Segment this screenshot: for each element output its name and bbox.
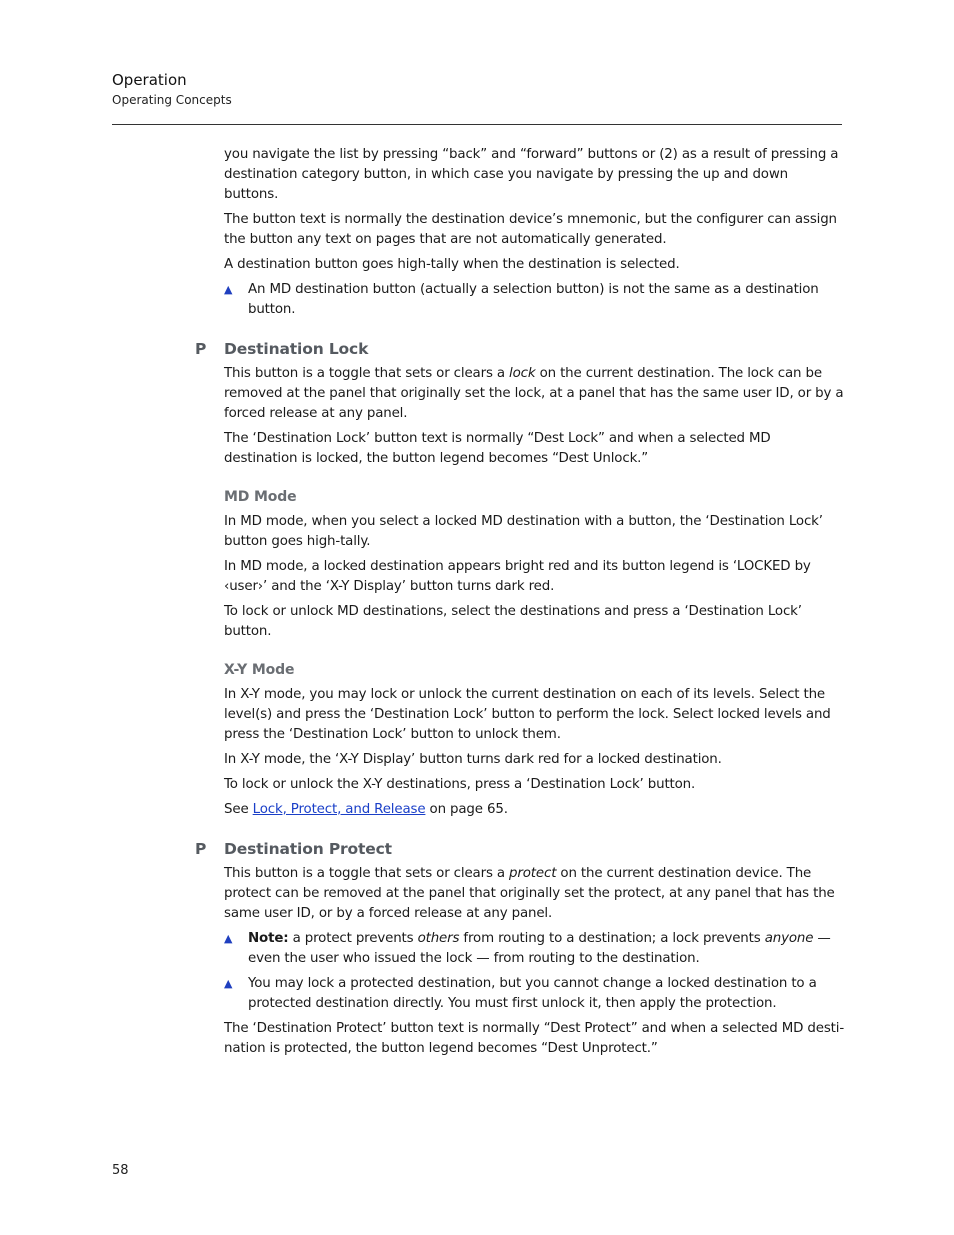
destination-lock-paragraph-2: The ‘Destination Lock’ button text is normally “Dest Lock” and when a selected MD destination is locked, the button legend becomes “Dest Unlock.” [224, 431, 771, 466]
running-header [112, 71, 232, 108]
see-also-paragraph: See Lock, Protect, and Release on page 65. [224, 802, 508, 817]
lock-protect-release-link[interactable]: Lock, Protect, and Release [252, 802, 426, 817]
intro-paragraph-3: A destination button goes high-tally when the destination is selected. [224, 257, 680, 272]
intro-paragraph-1: you navigate the list by pressing “back” and “forward” buttons or (2) as a result of pressing a destination category button, in which case you navigate by pressing the up and down buttons. [224, 147, 839, 202]
xy-mode-paragraph-3: To lock or unlock the X-Y destinations, press a ‘Destination Lock’ button. [224, 777, 696, 792]
note-bullet-text: Note: a protect prevents others from routing to a destination; a lock prevents anyone — even the user who issued the lock — from routing to the destination. [248, 931, 831, 966]
protect-lock-bullet-text: You may lock a protected destination, but you cannot change a locked destination to a protected destination directly. You must first unlock it, then apply the protection. [248, 976, 817, 1011]
xy-mode-paragraph-1: In X-Y mode, you may lock or unlock the current destination on each of its levels. Select the level(s) and press the ‘Destination Lock’ button to perform the lock. Select locked levels and press the ‘Destination Lock’ button to unlock them. [224, 687, 831, 742]
note-bullet [224, 929, 844, 969]
xy-mode-heading: X-Y Mode [224, 662, 295, 678]
section-marker: P [195, 840, 207, 858]
header-chapter-title: Operation [112, 71, 187, 89]
md-mode-paragraph-2: In MD mode, a locked destination appears bright red and its button legend is ‘LOCKED by ‹user›’ and the ‘X-Y Display’ button turns dark red. [224, 559, 811, 594]
protect-lock-bullet [224, 974, 844, 1014]
triangle-bullet-icon: ▲ [224, 283, 233, 296]
triangle-bullet-icon: ▲ [224, 932, 233, 945]
xy-mode-paragraph-2: In X-Y mode, the ‘X-Y Display’ button turns dark red for a locked destination. [224, 752, 722, 767]
header-divider [112, 124, 842, 125]
intro-bullet-text: An MD destination button (actually a selection button) is not the same as a destination button. [248, 282, 819, 317]
page-number: 58 [112, 1163, 129, 1178]
destination-lock-heading [195, 338, 844, 360]
destination-protect-heading-text: Destination Protect [224, 840, 392, 858]
header-section-title: Operating Concepts [112, 93, 232, 107]
destination-lock-paragraph-1: This button is a toggle that sets or clears a lock on the current destination. The lock can be removed at the panel that originally set the lock, at a panel that has the same user ID, or by a forced release at any panel. [224, 366, 844, 421]
triangle-bullet-icon: ▲ [224, 977, 233, 990]
destination-lock-heading-text: Destination Lock [224, 340, 369, 358]
destination-protect-heading [195, 838, 844, 860]
body-content [195, 145, 844, 1064]
md-mode-paragraph-3: To lock or unlock MD destinations, select the destinations and press a ‘Destination Lock’ button. [224, 604, 802, 639]
intro-bullet [224, 280, 844, 320]
md-mode-paragraph-1: In MD mode, when you select a locked MD destination with a button, the ‘Destination Lock’ button goes high-tally. [224, 514, 823, 549]
section-marker: P [195, 340, 207, 358]
destination-protect-paragraph-1: This button is a toggle that sets or clears a protect on the current destination device. The protect can be removed at the panel that originally set the protect, at any panel that has the same user ID, or by a forced release at any panel. [224, 866, 835, 921]
intro-paragraph-2: The button text is normally the destination device’s mnemonic, but the configurer can assign the button any text on pages that are not automatically generated. [224, 212, 837, 247]
destination-protect-paragraph-2: The ‘Destination Protect’ button text is normally “Dest Protect” and when a selected MD desti-nation is protected, the button legend becomes “Dest Unprotect.” [224, 1021, 844, 1056]
md-mode-heading: MD Mode [224, 489, 297, 505]
